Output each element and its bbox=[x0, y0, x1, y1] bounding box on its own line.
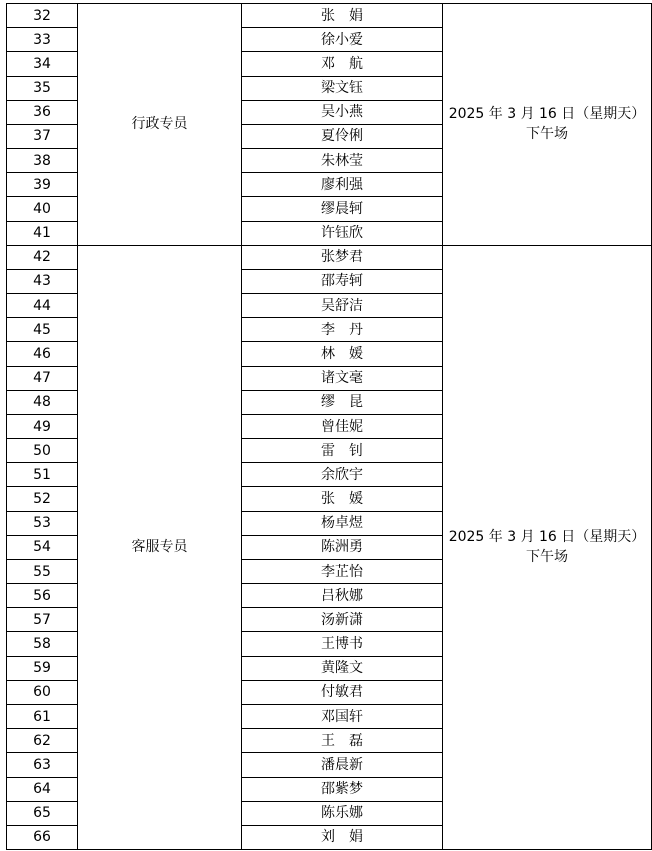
candidate-name-cell: 邵寿轲 bbox=[242, 269, 443, 293]
row-number-cell: 50 bbox=[7, 439, 78, 463]
row-number-cell: 62 bbox=[7, 729, 78, 753]
row-number-cell: 56 bbox=[7, 584, 78, 608]
candidate-name-cell: 李芷怡 bbox=[242, 559, 443, 583]
schedule-session: 下午场 bbox=[526, 549, 568, 566]
row-number-cell: 36 bbox=[7, 100, 78, 124]
row-number-cell: 41 bbox=[7, 221, 78, 245]
candidate-name-cell: 杨卓煜 bbox=[242, 511, 443, 535]
row-number-cell: 38 bbox=[7, 149, 78, 173]
position-cell: 行政专员 bbox=[78, 4, 242, 246]
row-number-cell: 39 bbox=[7, 173, 78, 197]
candidate-name-cell: 许钰欣 bbox=[242, 221, 443, 245]
row-number-cell: 33 bbox=[7, 28, 78, 52]
row-number-cell: 46 bbox=[7, 342, 78, 366]
row-number-cell: 51 bbox=[7, 463, 78, 487]
schedule-date: 2025 年 3 月 16 日（星期天） bbox=[448, 529, 646, 546]
candidate-name-cell: 吴小燕 bbox=[242, 100, 443, 124]
table-row bbox=[7, 4, 652, 28]
candidate-name-cell: 付敏君 bbox=[242, 680, 443, 704]
row-number-cell: 43 bbox=[7, 269, 78, 293]
schedule-cell bbox=[443, 245, 652, 849]
candidate-name-cell: 邓国轩 bbox=[242, 704, 443, 728]
row-number-cell: 61 bbox=[7, 704, 78, 728]
schedule-session: 下午场 bbox=[526, 126, 568, 143]
candidate-name-cell: 刘 娟 bbox=[242, 825, 443, 849]
candidate-name-cell: 邵紫梦 bbox=[242, 777, 443, 801]
candidate-name-cell: 诸文毫 bbox=[242, 366, 443, 390]
row-number-cell: 60 bbox=[7, 680, 78, 704]
candidate-name-cell: 邓 航 bbox=[242, 52, 443, 76]
row-number-cell: 44 bbox=[7, 294, 78, 318]
candidate-name-cell: 张 娟 bbox=[242, 4, 443, 28]
candidate-name-cell: 王博书 bbox=[242, 632, 443, 656]
candidate-name-cell: 张 媛 bbox=[242, 487, 443, 511]
row-number-cell: 58 bbox=[7, 632, 78, 656]
candidate-name-cell: 徐小爱 bbox=[242, 28, 443, 52]
candidate-name-cell: 余欣宇 bbox=[242, 463, 443, 487]
candidate-name-cell: 张梦君 bbox=[242, 245, 443, 269]
candidate-name-cell: 夏伶俐 bbox=[242, 124, 443, 148]
candidate-name-cell: 李 丹 bbox=[242, 318, 443, 342]
candidate-name-cell: 缪晨轲 bbox=[242, 197, 443, 221]
row-number-cell: 65 bbox=[7, 801, 78, 825]
candidate-name-cell: 廖利强 bbox=[242, 173, 443, 197]
candidate-name-cell: 吕秋娜 bbox=[242, 584, 443, 608]
candidate-name-cell: 缪 昆 bbox=[242, 390, 443, 414]
row-number-cell: 64 bbox=[7, 777, 78, 801]
candidate-name-cell: 陈洲勇 bbox=[242, 535, 443, 559]
candidate-name-cell: 林 媛 bbox=[242, 342, 443, 366]
candidate-name-cell: 曾佳妮 bbox=[242, 414, 443, 438]
row-number-cell: 48 bbox=[7, 390, 78, 414]
row-number-cell: 40 bbox=[7, 197, 78, 221]
row-number-cell: 59 bbox=[7, 656, 78, 680]
candidate-name-cell: 吴舒洁 bbox=[242, 294, 443, 318]
candidate-roster-table bbox=[6, 3, 652, 850]
row-number-cell: 45 bbox=[7, 318, 78, 342]
candidate-name-cell: 王 磊 bbox=[242, 729, 443, 753]
table-row bbox=[7, 245, 652, 269]
row-number-cell: 32 bbox=[7, 4, 78, 28]
row-number-cell: 63 bbox=[7, 753, 78, 777]
candidate-name-cell: 陈乐娜 bbox=[242, 801, 443, 825]
row-number-cell: 49 bbox=[7, 414, 78, 438]
row-number-cell: 66 bbox=[7, 825, 78, 849]
row-number-cell: 42 bbox=[7, 245, 78, 269]
candidate-name-cell: 雷 钊 bbox=[242, 439, 443, 463]
candidate-name-cell: 梁文钰 bbox=[242, 76, 443, 100]
row-number-cell: 53 bbox=[7, 511, 78, 535]
candidate-name-cell: 潘晨新 bbox=[242, 753, 443, 777]
schedule-date: 2025 年 3 月 16 日（星期天） bbox=[448, 106, 646, 123]
row-number-cell: 37 bbox=[7, 124, 78, 148]
row-number-cell: 35 bbox=[7, 76, 78, 100]
roster-body bbox=[7, 4, 652, 850]
row-number-cell: 34 bbox=[7, 52, 78, 76]
schedule-cell bbox=[443, 4, 652, 246]
row-number-cell: 57 bbox=[7, 608, 78, 632]
row-number-cell: 55 bbox=[7, 559, 78, 583]
candidate-name-cell: 黄隆文 bbox=[242, 656, 443, 680]
row-number-cell: 47 bbox=[7, 366, 78, 390]
row-number-cell: 54 bbox=[7, 535, 78, 559]
candidate-name-cell: 朱林莹 bbox=[242, 149, 443, 173]
row-number-cell: 52 bbox=[7, 487, 78, 511]
position-cell: 客服专员 bbox=[78, 245, 242, 849]
candidate-name-cell: 汤新潇 bbox=[242, 608, 443, 632]
